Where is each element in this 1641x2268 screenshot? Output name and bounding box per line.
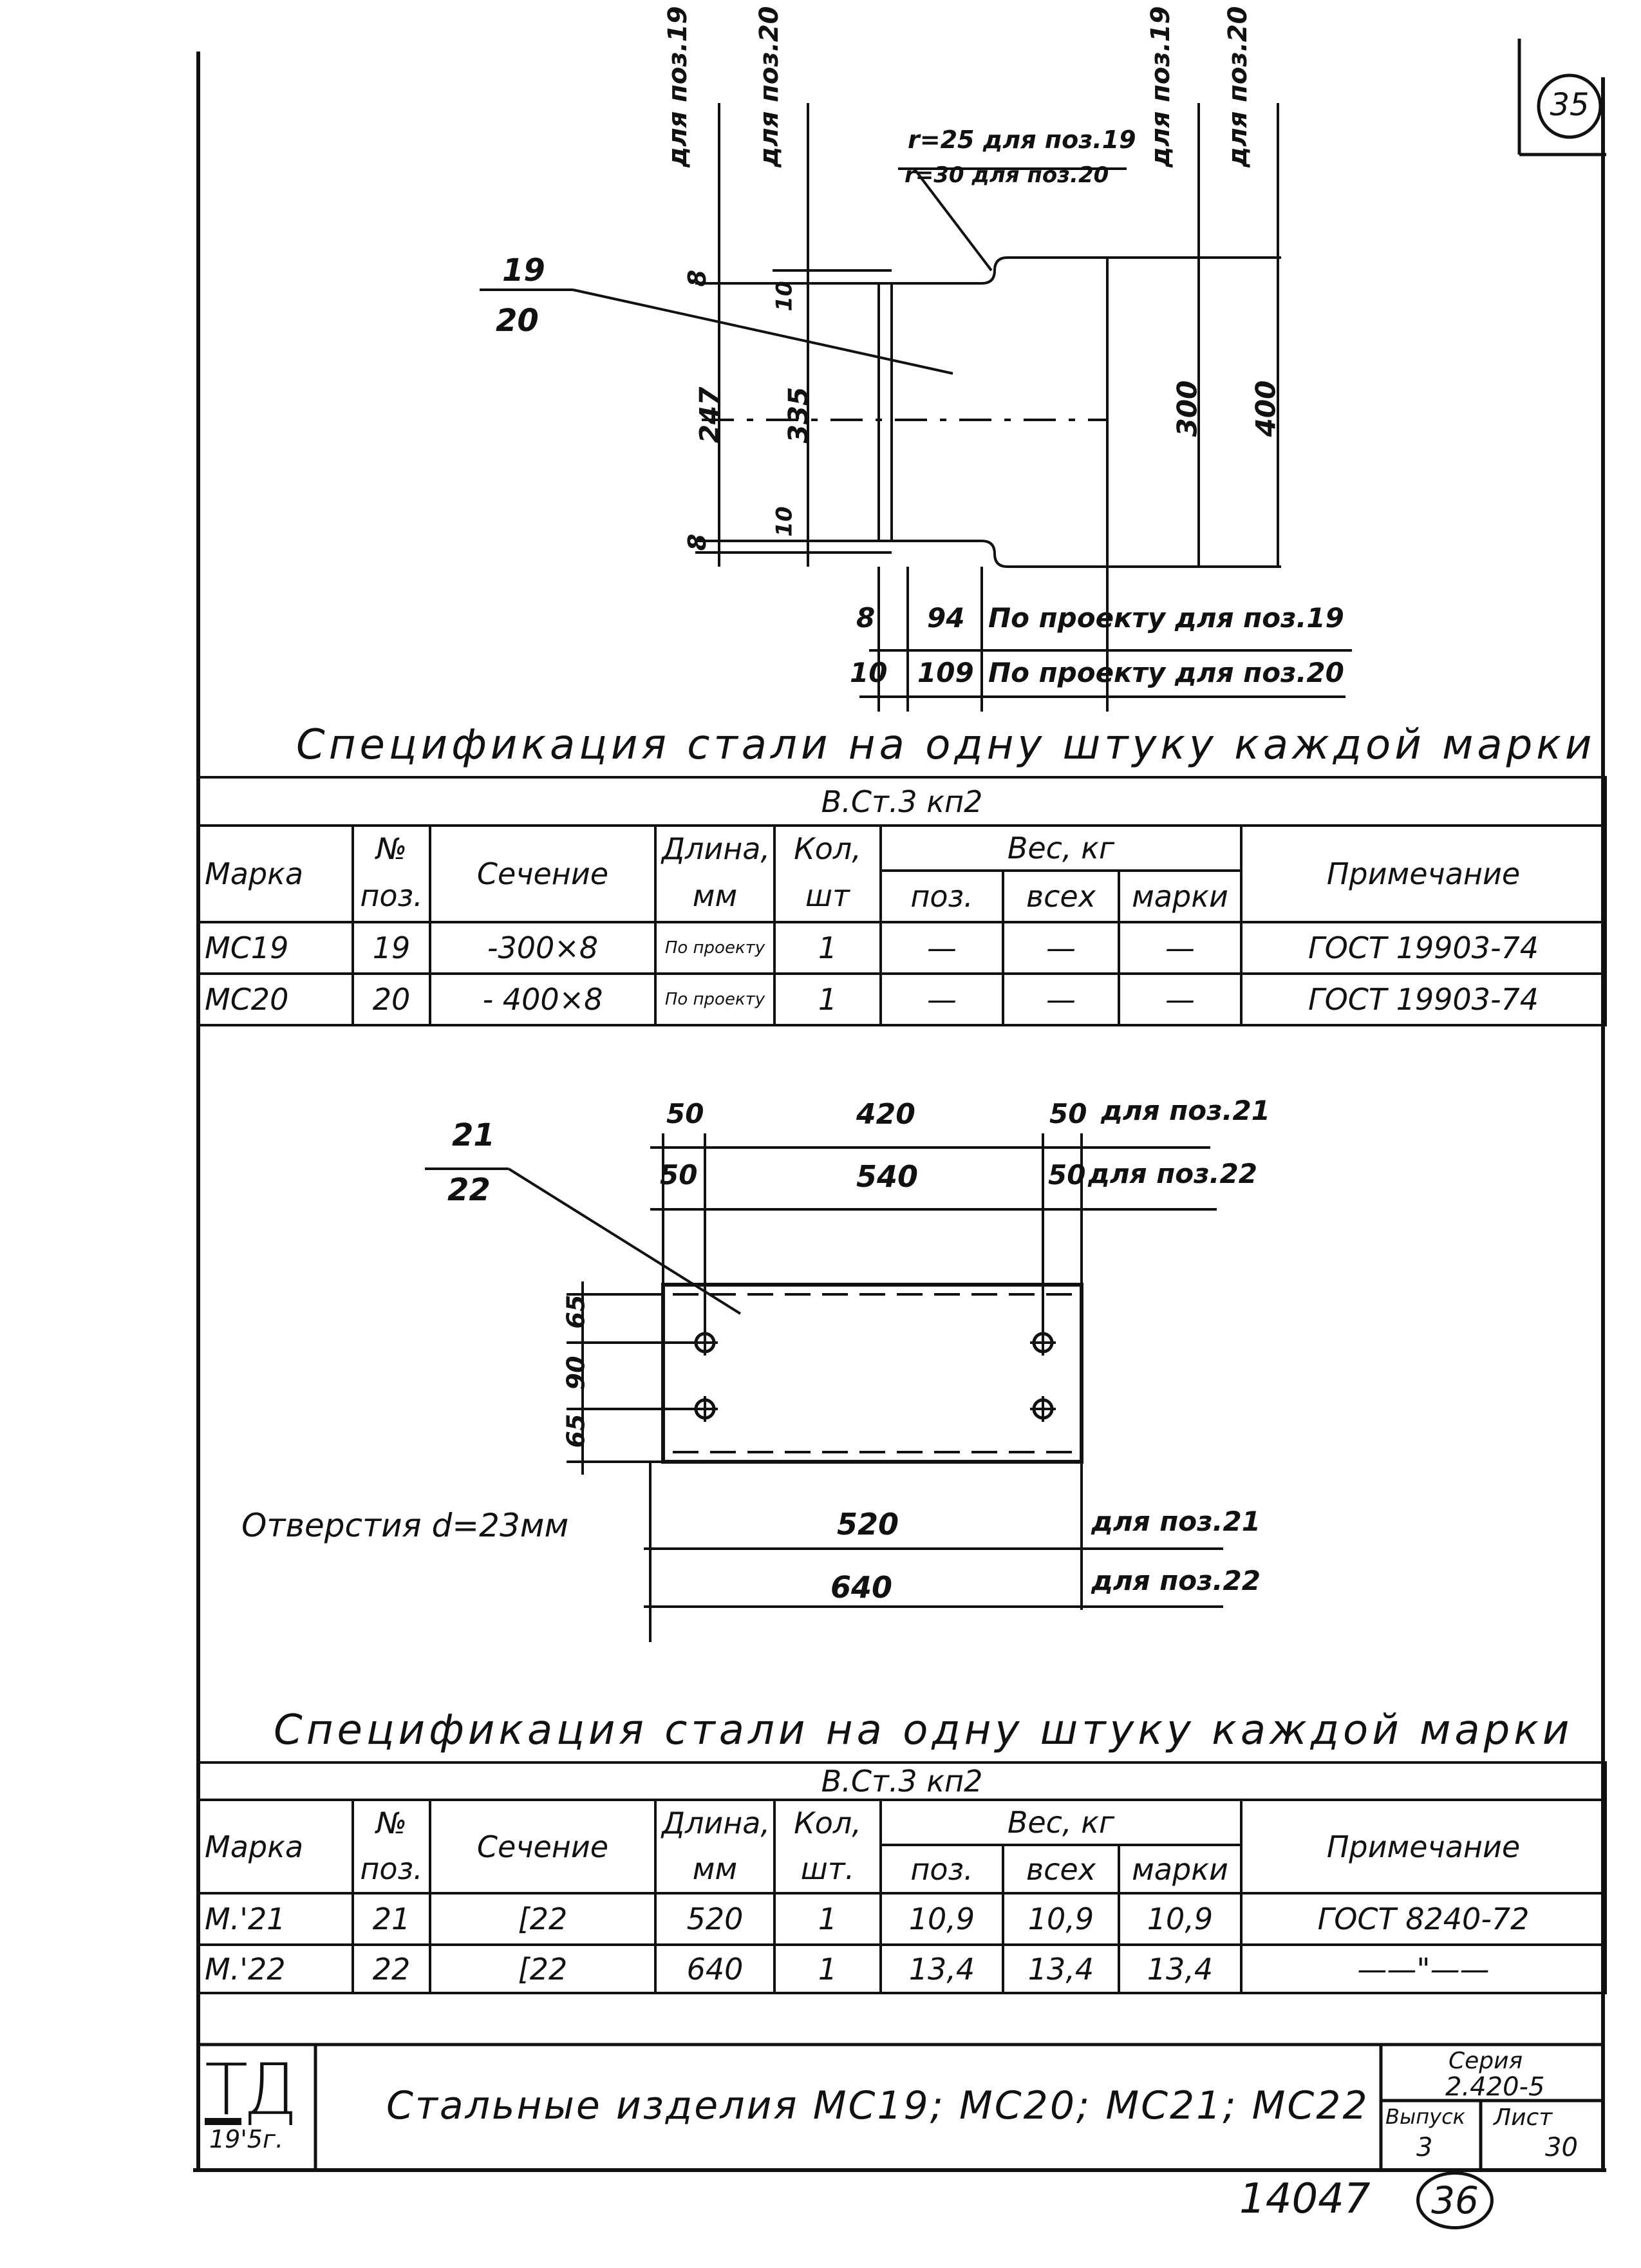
- series-value: 2.420-5: [1445, 2072, 1545, 2102]
- series-label: Серия: [1449, 2048, 1523, 2074]
- spec1-h-length-unit: мм: [655, 871, 774, 922]
- top-dim-note-21: для поз.21: [1101, 1095, 1270, 1126]
- spec2-h-w-all: всех: [1003, 1845, 1119, 1893]
- radius-note-2: r=30 для поз.20: [905, 162, 1109, 188]
- bottom-note-20: По проекту для поз.20: [988, 657, 1344, 688]
- cell-w-all: 10,9: [1003, 1893, 1119, 1945]
- dim-left-top: 8: [683, 269, 712, 287]
- bottom-dim-94: 94: [927, 602, 965, 634]
- spec2-h-no2: поз.: [353, 1845, 430, 1893]
- bottom-note-19: По проекту для поз.19: [988, 602, 1344, 634]
- spec1-h-mark: Марка: [198, 826, 353, 922]
- spec1-h-weight: Вес, кг: [881, 826, 1241, 871]
- cell-note: ——"——: [1241, 1945, 1606, 1993]
- left-dim-90: 90: [561, 1356, 590, 1390]
- vert-label-3: для поз.19: [1146, 6, 1176, 167]
- spec1-h-no: №: [353, 826, 430, 871]
- bottom-dim-520: 520: [837, 1507, 899, 1542]
- spec2-table: [197, 1761, 1607, 1994]
- sheet-value: 30: [1545, 2133, 1578, 2162]
- spec1-h-w-pos: поз.: [881, 871, 1003, 922]
- spec1-title: Спецификация стали на одну штуку каждой марки: [296, 721, 1596, 769]
- cell-qty: 1: [774, 1945, 881, 1993]
- bottom-dim-109: 109: [917, 657, 974, 688]
- top-dim-50b: 50: [1049, 1098, 1087, 1129]
- cell-qty: 1: [774, 974, 881, 1025]
- cell-section: -300×8: [430, 922, 655, 974]
- cell-length: По проекту: [655, 922, 774, 974]
- cell-section: [22: [430, 1945, 655, 1993]
- left-dim-65a: 65: [561, 1294, 590, 1329]
- page-badge-top: 35: [1550, 87, 1589, 123]
- logo-text: ТД: [205, 2048, 293, 2131]
- bottom-dim-note-22: для поз.22: [1091, 1565, 1261, 1596]
- top-dim-540: 540: [856, 1159, 919, 1194]
- table-row: [198, 1893, 1606, 1945]
- radius-note-1: r=25 для поз.19: [908, 126, 1136, 154]
- bottom-dim-8: 8: [856, 602, 876, 634]
- logo: [205, 2048, 311, 2131]
- sheet-label: Лист: [1494, 2104, 1553, 2131]
- spec1-material: В.Ст.3 кп2: [198, 777, 1606, 826]
- vert-label-4: для поз.20: [1223, 6, 1253, 167]
- cell-mark: МС19: [198, 922, 353, 974]
- spec2-title: Спецификация стали на одну штуку каждой марки: [274, 1706, 1573, 1754]
- spec2-h-section: Сечение: [430, 1800, 655, 1893]
- cell-mark: МС20: [198, 974, 353, 1025]
- cell-note: ГОСТ 8240-72: [1241, 1893, 1606, 1945]
- table-row: [198, 922, 1606, 974]
- vert-label-2: для поз.20: [755, 6, 784, 167]
- cell-pos: 19: [353, 922, 430, 974]
- vert-label-1: для поз.19: [663, 6, 693, 167]
- cell-w-pos: —: [881, 922, 1003, 974]
- bottom-dim-10: 10: [850, 657, 888, 688]
- left-dim-65b: 65: [561, 1413, 590, 1448]
- spec1-h-note: Примечание: [1241, 826, 1606, 922]
- top-dim-50a: 50: [666, 1098, 704, 1129]
- top-dim-note-22: для поз.22: [1088, 1158, 1257, 1189]
- footer-page-badge: [1416, 2171, 1494, 2229]
- drawing-channel-21-22: [0, 1063, 1641, 1674]
- issue-value: 3: [1416, 2133, 1433, 2162]
- cell-w-mark: —: [1119, 922, 1241, 974]
- top-dim-50d: 50: [1048, 1159, 1086, 1191]
- dim-left2-mid: 335: [782, 386, 814, 444]
- cell-section: [22: [430, 1893, 655, 1945]
- table-row: [198, 974, 1606, 1025]
- spec1-h-length: Длина,: [655, 826, 774, 871]
- cell-length: По проекту: [655, 974, 774, 1025]
- spec1-h-w-all: всех: [1003, 871, 1119, 922]
- spec2-h-qty: Кол,: [774, 1800, 881, 1845]
- spec2-h-no: №: [353, 1800, 430, 1845]
- spec2-h-weight: Вес, кг: [881, 1800, 1241, 1845]
- cell-w-pos: 10,9: [881, 1893, 1003, 1945]
- cell-length: 640: [655, 1945, 774, 1993]
- cell-w-all: —: [1003, 922, 1119, 974]
- cell-mark: М.'21: [198, 1893, 353, 1945]
- cell-w-pos: 13,4: [881, 1945, 1003, 1993]
- dim-left2-bot: 10: [771, 506, 798, 537]
- dim-left-mid: 247: [693, 386, 726, 444]
- logo-year: 19'5г.: [209, 2125, 284, 2153]
- cell-section: - 400×8: [430, 974, 655, 1025]
- cell-w-all: 13,4: [1003, 1945, 1119, 1993]
- spec1-h-w-mark: марки: [1119, 871, 1241, 922]
- top-dim-420: 420: [856, 1098, 915, 1131]
- spec2-h-note: Примечание: [1241, 1800, 1606, 1893]
- cell-pos: 20: [353, 974, 430, 1025]
- channel-mark-top: 21: [452, 1117, 495, 1153]
- dim-left-bot: 8: [683, 533, 712, 551]
- bottom-dim-640: 640: [830, 1570, 893, 1605]
- cell-qty: 1: [774, 922, 881, 974]
- spec1-h-no2: поз.: [353, 871, 430, 922]
- cell-w-mark: 10,9: [1119, 1893, 1241, 1945]
- dim-right-400: 400: [1250, 380, 1282, 437]
- spec2-h-w-mark: марки: [1119, 1845, 1241, 1893]
- spec1-h-qty-unit: шт: [774, 871, 881, 922]
- table-row: [198, 1945, 1606, 1993]
- spec1-h-qty: Кол,: [774, 826, 881, 871]
- channel-mark-bottom: 22: [447, 1172, 491, 1208]
- top-dim-50c: 50: [660, 1159, 698, 1191]
- document-title: Стальные изделия МС19; МС20; МС21; МС22: [386, 2083, 1369, 2128]
- spec1-h-section: Сечение: [430, 826, 655, 922]
- spec1-table: [197, 776, 1607, 1026]
- bottom-dim-note-21: для поз.21: [1091, 1506, 1261, 1537]
- spec2-h-length: Длина,: [655, 1800, 774, 1845]
- footer-number: 14047: [1239, 2175, 1371, 2223]
- dim-right-300: 300: [1171, 380, 1203, 437]
- cell-mark: М.'22: [198, 1945, 353, 1993]
- spec2-material: В.Ст.3 кп2: [198, 1762, 1606, 1800]
- cell-w-all: —: [1003, 974, 1119, 1025]
- cell-qty: 1: [774, 1893, 881, 1945]
- cell-note: ГОСТ 19903-74: [1241, 922, 1606, 974]
- plate-mark-bottom: 20: [496, 303, 539, 339]
- cell-note: ГОСТ 19903-74: [1241, 974, 1606, 1025]
- spec2-h-qty-unit: шт.: [774, 1845, 881, 1893]
- cell-w-pos: —: [881, 974, 1003, 1025]
- plate-mark-top: 19: [502, 252, 545, 288]
- cell-pos: 21: [353, 1893, 430, 1945]
- cell-w-mark: 13,4: [1119, 1945, 1241, 1993]
- issue-label: Выпуск: [1385, 2104, 1465, 2129]
- drawing-plate-19-20: [0, 0, 1641, 741]
- cell-length: 520: [655, 1893, 774, 1945]
- spec2-h-length-unit: мм: [655, 1845, 774, 1893]
- cell-w-mark: —: [1119, 974, 1241, 1025]
- dim-left2-top: 10: [771, 281, 798, 312]
- cell-pos: 22: [353, 1945, 430, 1993]
- footer-page-number: 36: [1431, 2178, 1479, 2222]
- spec2-h-mark: Марка: [198, 1800, 353, 1893]
- holes-note: Отверстия d=23мм: [241, 1507, 569, 1544]
- spec2-h-w-pos: поз.: [881, 1845, 1003, 1893]
